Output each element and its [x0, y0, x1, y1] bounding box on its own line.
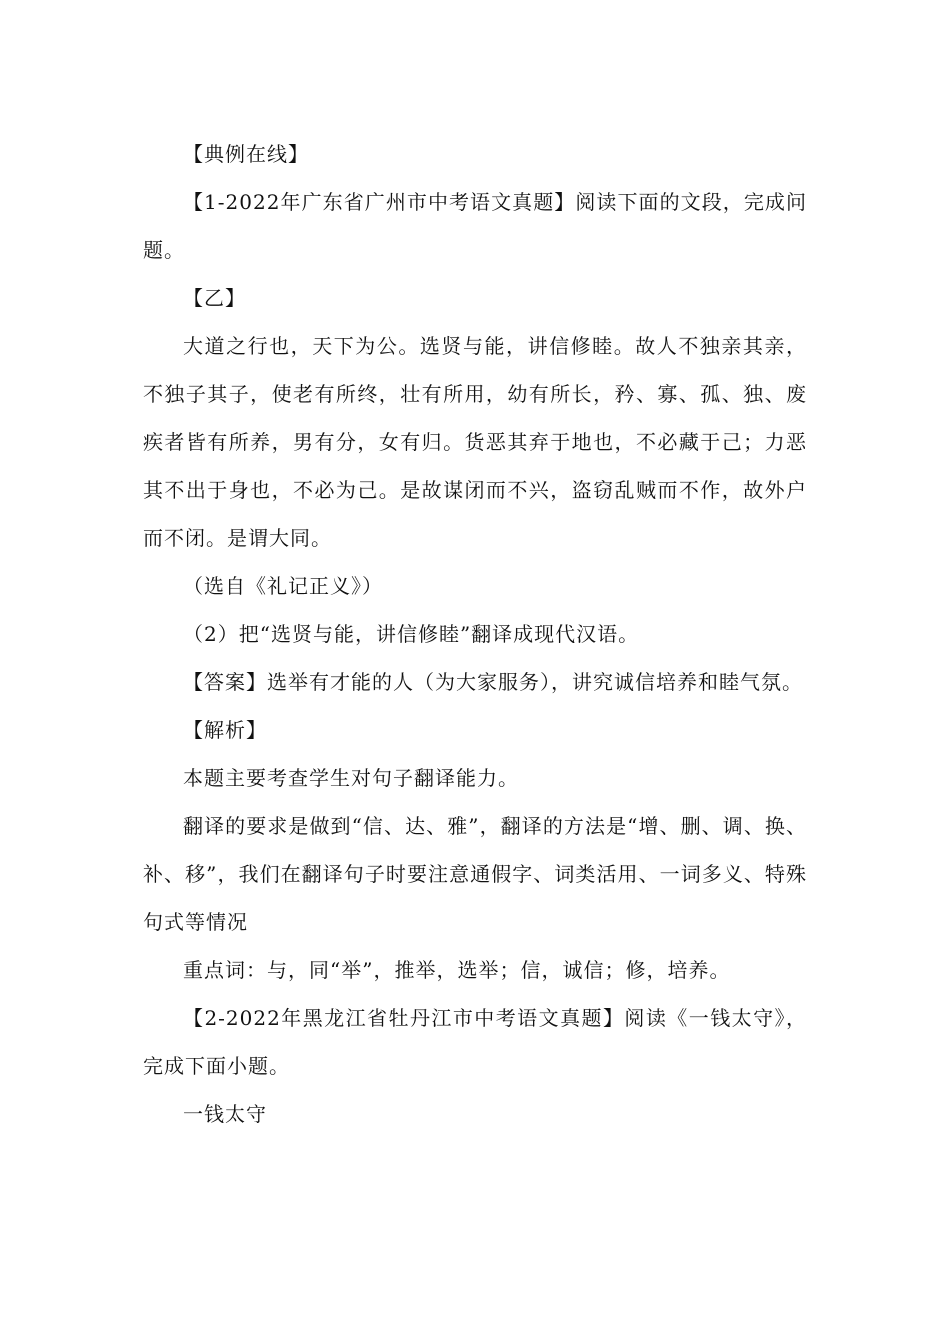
passage-source: （选自《礼记正义》） — [183, 574, 383, 598]
section-heading: 【典例在线】 — [183, 142, 309, 166]
question-2-title: 【2-2022年黑龙江省牡丹江市中考语文真题】阅读《一钱太守》，完成下面小题。 — [143, 1006, 807, 1078]
key-words: 重点词：与，同“举”，推举，选举；信，诚信；修，培养。 — [183, 958, 731, 982]
document-body — [143, 130, 807, 1138]
passage-title: 一钱太守 — [183, 1102, 267, 1126]
analysis-text-2: 翻译的要求是做到“信、达、雅”，翻译的方法是“增、删、调、换、补、移”，我们在翻译句子时要注意通假字、词类活用、一词多义、特殊句式等情况 — [143, 814, 807, 934]
classical-passage: 大道之行也，天下为公。选贤与能，讲信修睦。故人不独亲其亲，不独子其子，使老有所终，壮有所用，幼有所长，矜、寡、孤、独、废疾者皆有所养，男有分，女有归。货恶其弃于地也，不必藏于己；力恶其不出于身也，不必为己。是故谋闭而不兴，盗窃乱贼而不作，故外户而不闭。是谓大同。 — [143, 334, 807, 550]
analysis-heading: 【解析】 — [183, 718, 267, 742]
sub-question: （2）把“选贤与能，讲信修睦”翻译成现代汉语。 — [183, 622, 640, 646]
passage-label: 【乙】 — [183, 286, 246, 310]
analysis-text-1: 本题主要考查学生对句子翻译能力。 — [183, 766, 519, 790]
answer-paragraph: 【答案】选举有才能的人（为大家服务），讲究诚信培养和睦气氛。 — [183, 670, 803, 694]
question-1-title: 【1-2022年广东省广州市中考语文真题】阅读下面的文段，完成问题。 — [143, 190, 807, 262]
